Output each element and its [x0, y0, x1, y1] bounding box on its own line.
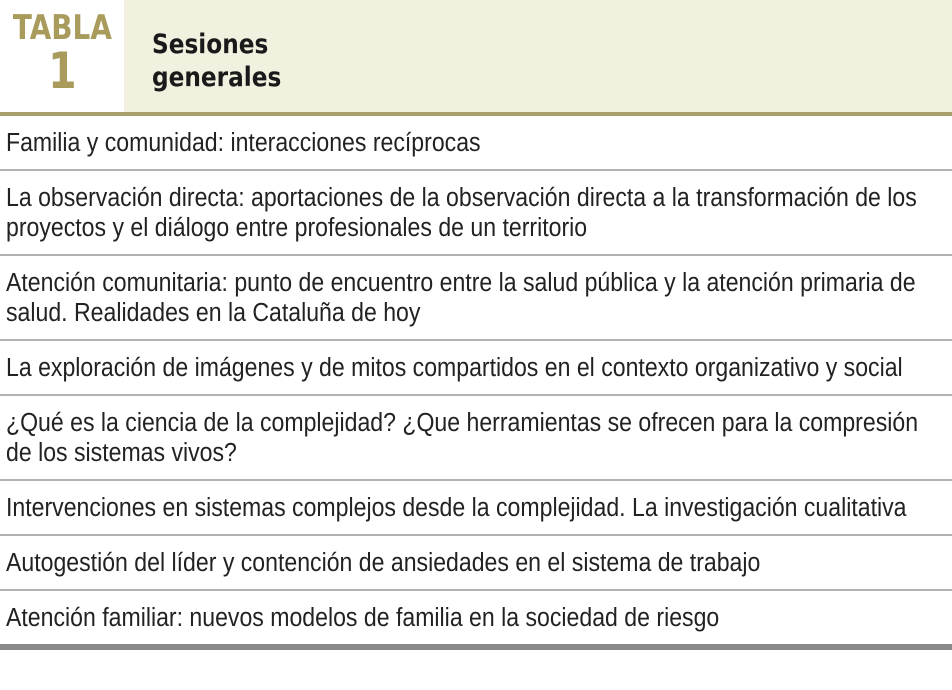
- table-row: [0, 171, 952, 256]
- table-row-text: La observación directa: aportaciones de la observación directa a la transformación de los proyectos y el diálogo entre profesionales de un territorio: [6, 184, 917, 242]
- table-tag-number: 1: [47, 42, 77, 100]
- table-title: Sesiones generales: [152, 29, 282, 93]
- table-header: [0, 0, 952, 116]
- table-row: [0, 536, 952, 591]
- table-rows: [0, 116, 952, 650]
- table-row: [0, 116, 952, 171]
- table-row: [0, 341, 952, 396]
- table-row: [0, 591, 952, 650]
- table-row-text: Intervenciones en sistemas complejos desde la complejidad. La investigación cualitativa: [6, 494, 907, 522]
- table-row: [0, 481, 952, 536]
- table-row-text: Atención familiar: nuevos modelos de familia en la sociedad de riesgo: [6, 604, 720, 632]
- table-row: [0, 396, 952, 481]
- table-row: [0, 256, 952, 341]
- table-row-text: La exploración de imágenes y de mitos compartidos en el contexto organizativo y social: [6, 354, 903, 382]
- table-row-text: ¿Qué es la ciencia de la complejidad? ¿Que herramientas se ofrecen para la compresión de los sistemas vivos?: [6, 409, 919, 467]
- table-row-text: Familia y comunidad: interacciones recíprocas: [6, 129, 481, 157]
- table-title-box: [124, 0, 952, 112]
- table-tag: [0, 0, 124, 112]
- table-row-text: Atención comunitaria: punto de encuentro entre la salud pública y la atención primaria de salud. Realidades en la Cataluña de hoy: [6, 269, 916, 327]
- table-row-text: Autogestión del líder y contención de ansiedades en el sistema de trabajo: [6, 549, 761, 577]
- table-tag-word: TABLA: [12, 8, 112, 48]
